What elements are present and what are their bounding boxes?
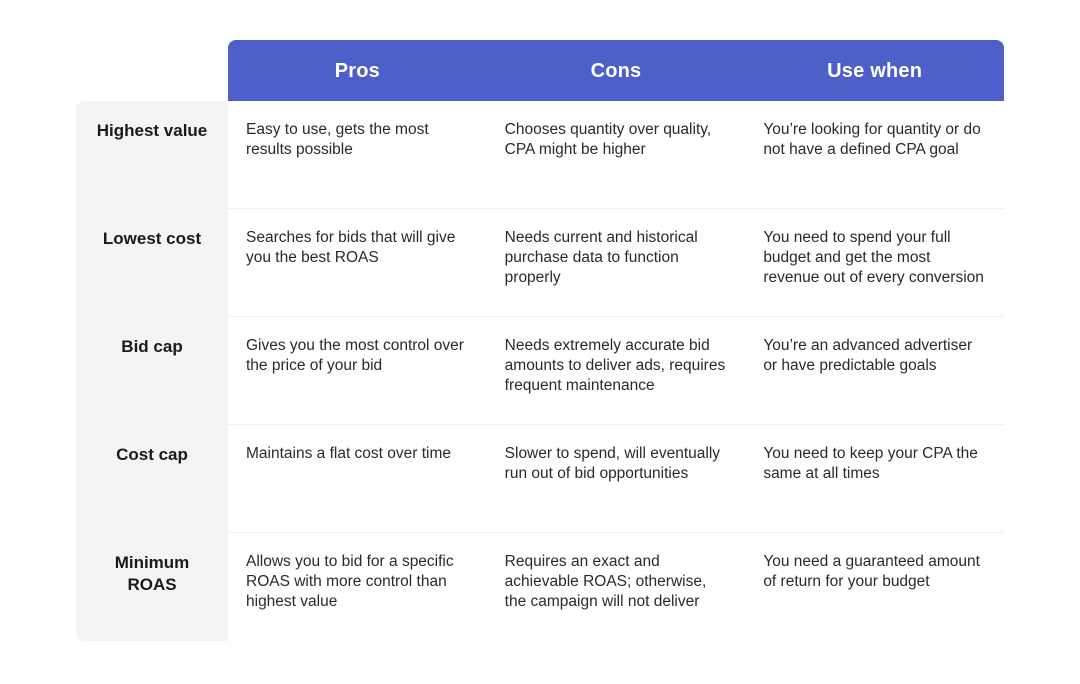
- table-row: [76, 533, 1004, 641]
- cell-use-when: You’re looking for quantity or do not have a defined CPA goal: [763, 121, 981, 158]
- cell-cons: Needs extremely accurate bid amounts to deliver ads, requires frequent maintenance: [504, 337, 726, 394]
- cell-cons: Chooses quantity over quality, CPA might be higher: [504, 121, 712, 158]
- column-header-use-when: Use when: [827, 59, 923, 82]
- row-cells: [228, 317, 1004, 425]
- cell-pros: Easy to use, gets the most results possible: [246, 121, 429, 158]
- table-body: [76, 101, 1004, 641]
- cell-cons: Needs current and historical purchase data to function properly: [504, 229, 698, 286]
- table-row: [76, 425, 1004, 533]
- row-label: Minimum ROAS: [76, 533, 228, 641]
- cell-use-when: You need a guaranteed amount of return for your budget: [763, 553, 980, 590]
- table-row: [76, 101, 1004, 209]
- column-header-pros: Pros: [334, 59, 380, 82]
- row-label: Highest value: [76, 101, 228, 209]
- column-header-cons: Cons: [590, 59, 642, 82]
- cell-pros: Allows you to bid for a specific ROAS with more control than highest value: [246, 553, 454, 610]
- cell-pros: Maintains a flat cost over time: [246, 445, 452, 462]
- cell-use-when: You need to keep your CPA the same at all times: [763, 445, 978, 482]
- table-row: [76, 317, 1004, 425]
- cell-cons: Slower to spend, will eventually run out of bid opportunities: [504, 445, 721, 482]
- row-cells: [228, 533, 1004, 641]
- row-label: Bid cap: [76, 317, 228, 425]
- cell-pros: Searches for bids that will give you the best ROAS: [246, 229, 456, 266]
- cell-cons: Requires an exact and achievable ROAS; otherwise, the campaign will not deliver: [504, 553, 707, 610]
- row-label: Cost cap: [76, 425, 228, 533]
- cell-pros: Gives you the most control over the price of your bid: [246, 337, 464, 374]
- row-cells: [228, 101, 1004, 209]
- row-label: Lowest cost: [76, 209, 228, 317]
- table-row: [76, 209, 1004, 317]
- cell-use-when: You’re an advanced advertiser or have predictable goals: [763, 337, 973, 374]
- row-cells: [228, 425, 1004, 533]
- table-header: [228, 40, 1004, 102]
- row-cells: [228, 209, 1004, 317]
- cell-use-when: You need to spend your full budget and get the most revenue out of every conversion: [763, 229, 984, 286]
